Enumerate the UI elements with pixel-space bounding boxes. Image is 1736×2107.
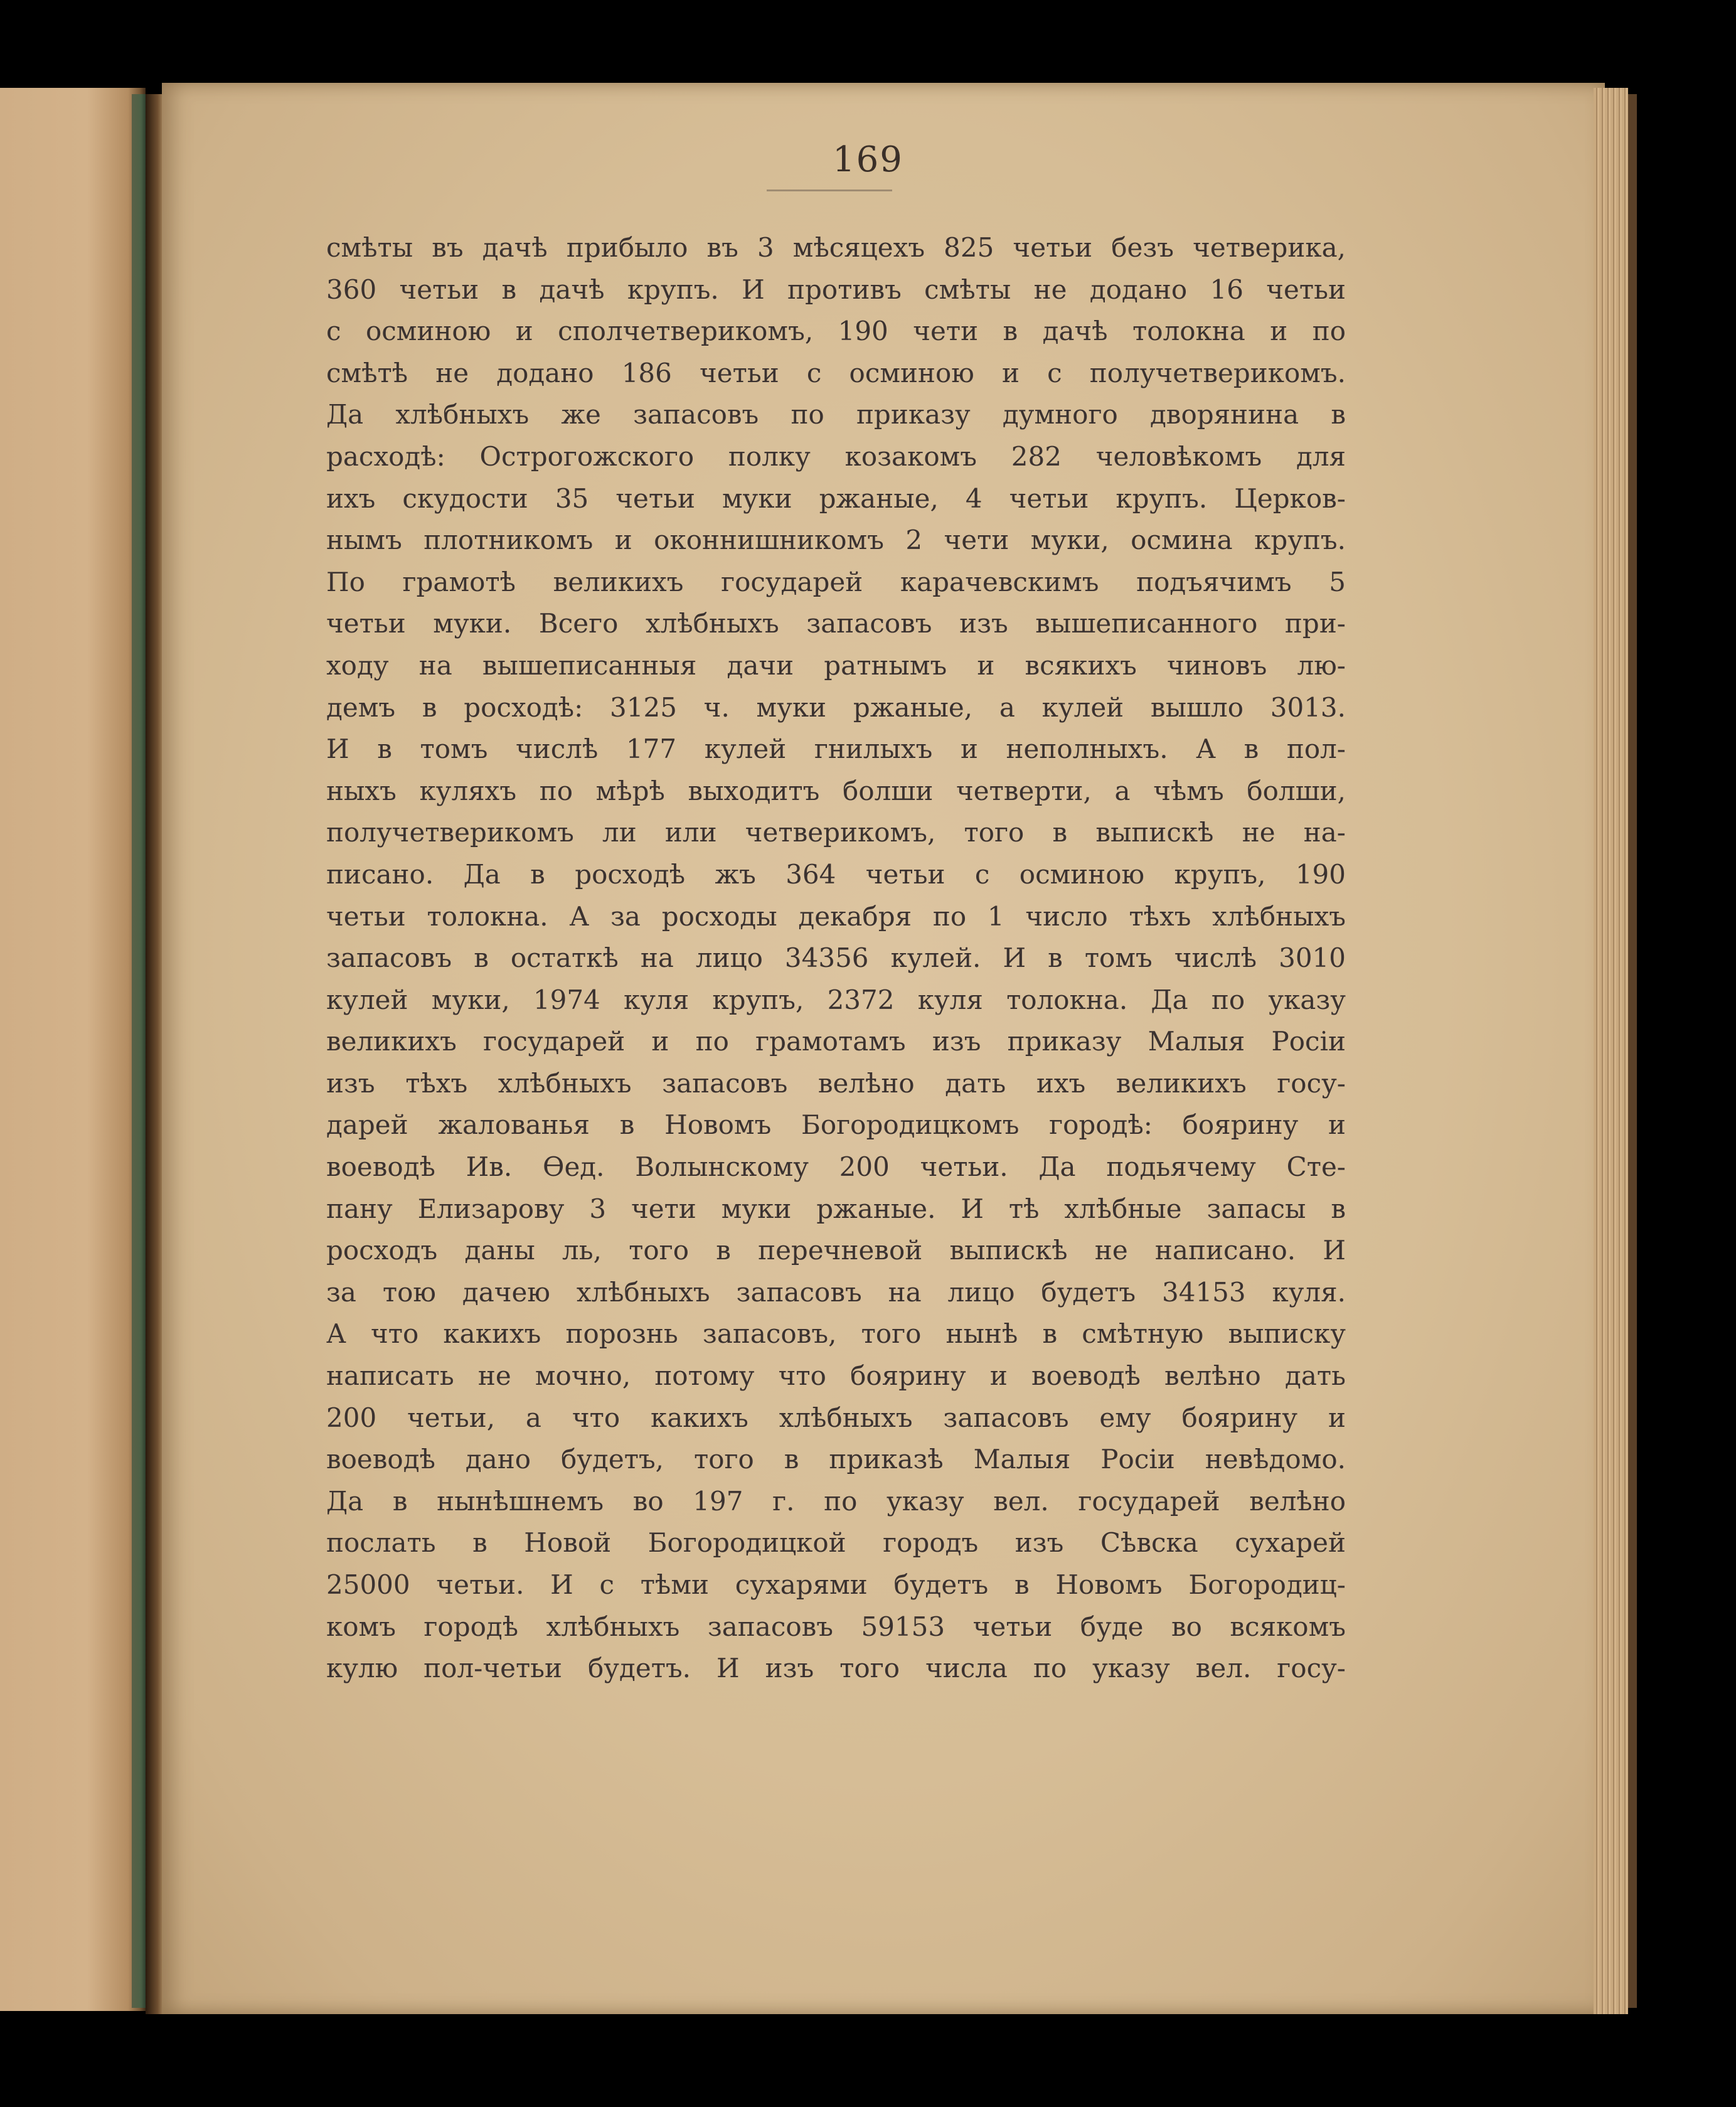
page-stack-shadow — [1628, 94, 1637, 2008]
text-line: ныхъ куляхъ по мѣрѣ выходитъ болши четверти, а чѣмъ болши, — [326, 775, 1346, 806]
text-line: расходѣ: Острогожского полку козакомъ 282 человѣкомъ для — [326, 440, 1346, 472]
text-line: кулей муки, 1974 куля крупъ, 2372 куля толокна. Да по указу — [326, 984, 1346, 1015]
text-line: нымъ плотникомъ и оконнишникомъ 2 чети муки, осмина крупъ. — [326, 525, 1346, 556]
text-line: росходъ даны ль, того в перечневой выпискѣ не написано. И — [326, 1235, 1346, 1266]
text-line: 200 четьи, а что какихъ хлѣбныхъ запасовъ ему боярину и — [326, 1402, 1346, 1433]
text-line: ходу на вышеписанныя дачи ратнымъ и всякихъ чиновъ лю- — [326, 649, 1346, 681]
text-line: с осминою и сполчетверикомъ, 190 чети в дачѣ толокна и по — [326, 316, 1346, 347]
text-line: демъ в росходѣ: 3125 ч. муки ржаные, а кулей вышло 3013. — [326, 691, 1346, 723]
text-line: написать не мочно, потому что боярину и воеводѣ велѣно дать — [326, 1360, 1346, 1392]
page-number-rule — [767, 189, 892, 191]
text-line: комъ городѣ хлѣбныхъ запасовъ 59153 четьи буде во всякомъ — [326, 1611, 1346, 1642]
left-page-edge — [0, 88, 146, 2011]
text-line: кулю пол-четьи будетъ. И изъ того числа по указу вел. госу- — [326, 1653, 1346, 1684]
text-line: 360 четьи в дачѣ крупъ. И противъ смѣты не додано 16 четьи — [326, 274, 1346, 305]
text-line: И в томъ числѣ 177 кулей гнилыхъ и неполныхъ. А в пол- — [326, 733, 1346, 765]
text-line: за тою дачею хлѣбныхъ запасовъ на лицо будетъ 34153 куля. — [326, 1276, 1346, 1308]
text-line: воеводѣ дано будетъ, того в приказѣ Малыя Росіи невѣдомо. — [326, 1444, 1346, 1475]
text-line: четьи толокна. А за росходы декабря по 1 число тѣхъ хлѣбныхъ — [326, 900, 1346, 932]
text-line: ихъ скудости 35 четьи муки ржаные, 4 четьи крупъ. Церков- — [326, 483, 1346, 514]
text-line: четьи муки. Всего хлѣбныхъ запасовъ изъ вышеписанного при- — [326, 608, 1346, 639]
page-stack-edge — [1594, 88, 1628, 2014]
text-line: пану Елизарову 3 чети муки ржаные. И тѣ хлѣбные запасы в — [326, 1193, 1346, 1224]
text-line: смѣты въ дачѣ прибыло въ 3 мѣсяцехъ 825 четьи безъ четверика, — [326, 232, 1346, 263]
text-line: запасовъ в остаткѣ на лицо 34356 кулей. И в томъ числѣ 3010 — [326, 942, 1346, 974]
text-line: получетверикомъ ли или четверикомъ, того в выпискѣ не на- — [326, 817, 1346, 848]
text-line: послать в Новой Богородицкой городъ изъ Сѣвска сухарей — [326, 1527, 1346, 1559]
text-line: дарей жалованья в Новомъ Богородицкомъ городѣ: боярину и — [326, 1109, 1346, 1141]
text-line: Да хлѣбныхъ же запасовъ по приказу думного дворянина в — [326, 399, 1346, 430]
text-line: воеводѣ Ив. Ѳед. Волынскому 200 четьи. Да подьячему Сте- — [326, 1151, 1346, 1183]
text-line: По грамотѣ великихъ государей карачевскимъ подъячимъ 5 — [326, 566, 1346, 597]
text-line: Да в нынѣшнемъ во 197 г. по указу вел. государей велѣно — [326, 1485, 1346, 1517]
text-line: 25000 четьи. И с тѣми сухарями будетъ в Новомъ Богородиц- — [326, 1569, 1346, 1600]
text-line: писано. Да в росходѣ жъ 364 четьи с осминою крупъ, 190 — [326, 858, 1346, 890]
text-line: А что какихъ порознь запасовъ, того нынѣ в смѣтную выписку — [326, 1318, 1346, 1350]
text-line: смѣтѣ не додано 186 четьи с осминою и с получетверикомъ. — [326, 357, 1346, 388]
text-line: великихъ государей и по грамотамъ изъ приказу Малыя Росіи — [326, 1026, 1346, 1057]
body-text — [326, 227, 1346, 1690]
text-line: изъ тѣхъ хлѣбныхъ запасовъ велѣно дать ихъ великихъ госу- — [326, 1067, 1346, 1099]
page-number: 169 — [833, 139, 903, 180]
